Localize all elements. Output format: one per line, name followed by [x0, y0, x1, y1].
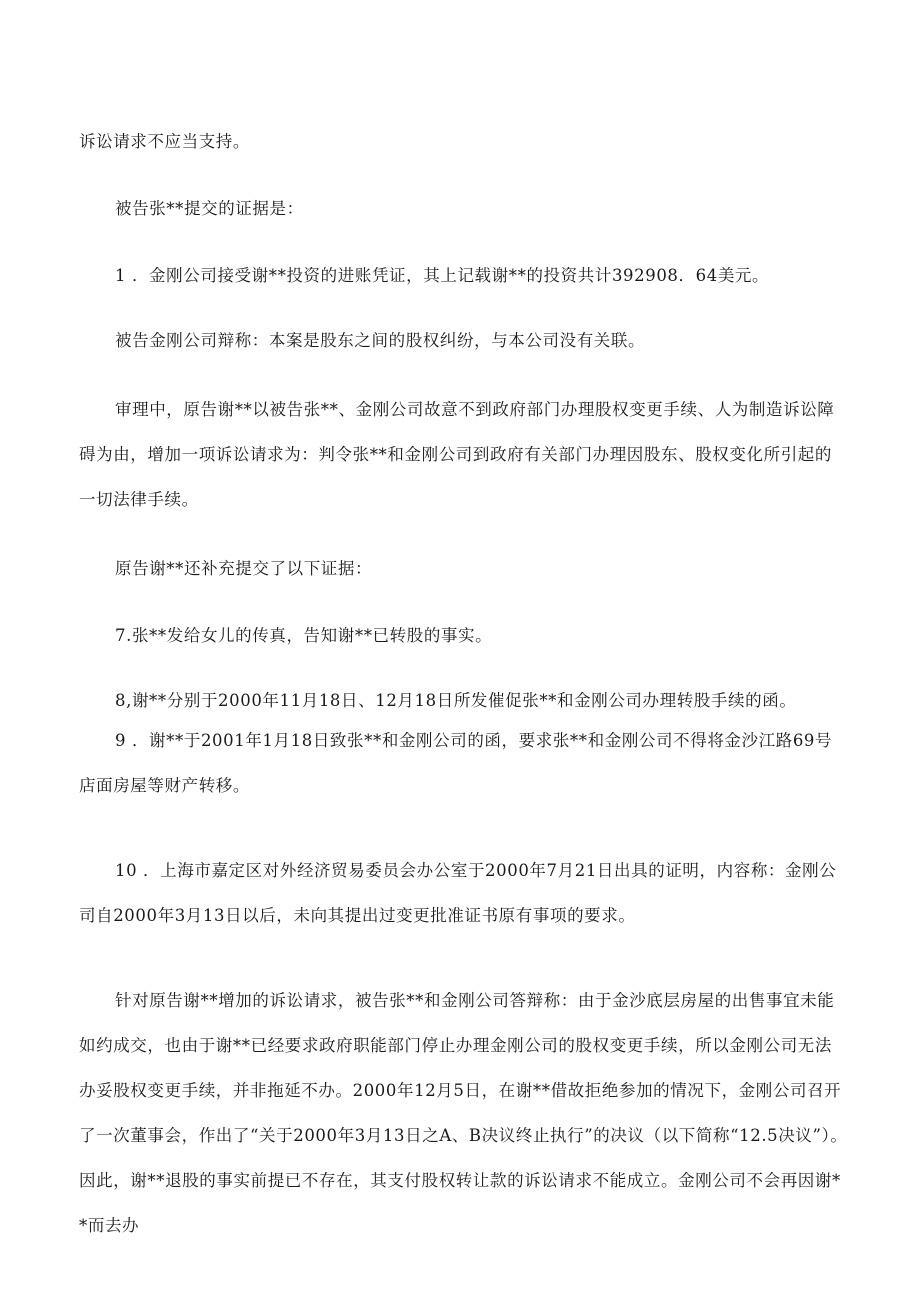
paragraph-4: 被告金刚公司辩称：本案是股东之间的股权纠纷，与本公司没有关联。	[115, 331, 646, 350]
paragraph-1: 诉讼请求不应当支持。	[79, 132, 250, 151]
paragraph-6: 原告谢**还补充提交了以下证据：	[115, 559, 373, 578]
paragraph-3: 1 ．金刚公司接受谢**投资的进账凭证，其上记载谢**的投资共计392908．64美元。	[115, 266, 770, 285]
paragraph-9: 9 ．谢**于2001年1月18日致张**和金刚公司的函，要求张**和金刚公司不得将金沙江路69号店面房屋等财产转移。	[79, 731, 833, 795]
paragraph-2: 被告张**提交的证据是：	[115, 199, 304, 218]
paragraph-5: 审理中，原告谢**以被告张**、金刚公司故意不到政府部门办理股权变更手续、人为制造诉讼障碍为由，增加一项诉讼请求为：判令张**和金刚公司到政府有关部门办理因股东、股权变化所引起的一切法律手续。	[79, 400, 835, 509]
paragraph-11: 针对原告谢**增加的诉讼请求，被告张**和金刚公司答辩称：由于金沙底层房屋的出售事宜未能如约成交，也由于谢**已经要求政府职能部门停止办理金刚公司的股权变更手续，所以金刚公司无法办妥股权变更手续，并非拖延不办。2000年12月5日，在谢**借故拒绝参加的情况下，金刚公司召开了一次董事会，作出了“关于2000年3月13日之A、B决议终止执行”的决议（以下简称“12.5决议”）。因此，谢**退股的事实前提已不存在，其支付股权转让款的诉讼请求不能成立。金刚公司不会再因谢**而去办	[79, 991, 848, 1235]
paragraph-7: 7.张**发给女儿的传真，告知谢**已转股的事实。	[115, 626, 493, 645]
paragraph-10: 10 ．上海市嘉定区对外经济贸易委员会办公室于2000年7月21日出具的证明，内容称：金刚公司自2000年3月13日以后，未向其提出过变更批准证书原有事项的要求。	[79, 861, 837, 925]
paragraph-8: 8,谢**分别于2000年11月18日、12月18日所发催促张**和金刚公司办理转股手续的函。	[115, 691, 797, 710]
